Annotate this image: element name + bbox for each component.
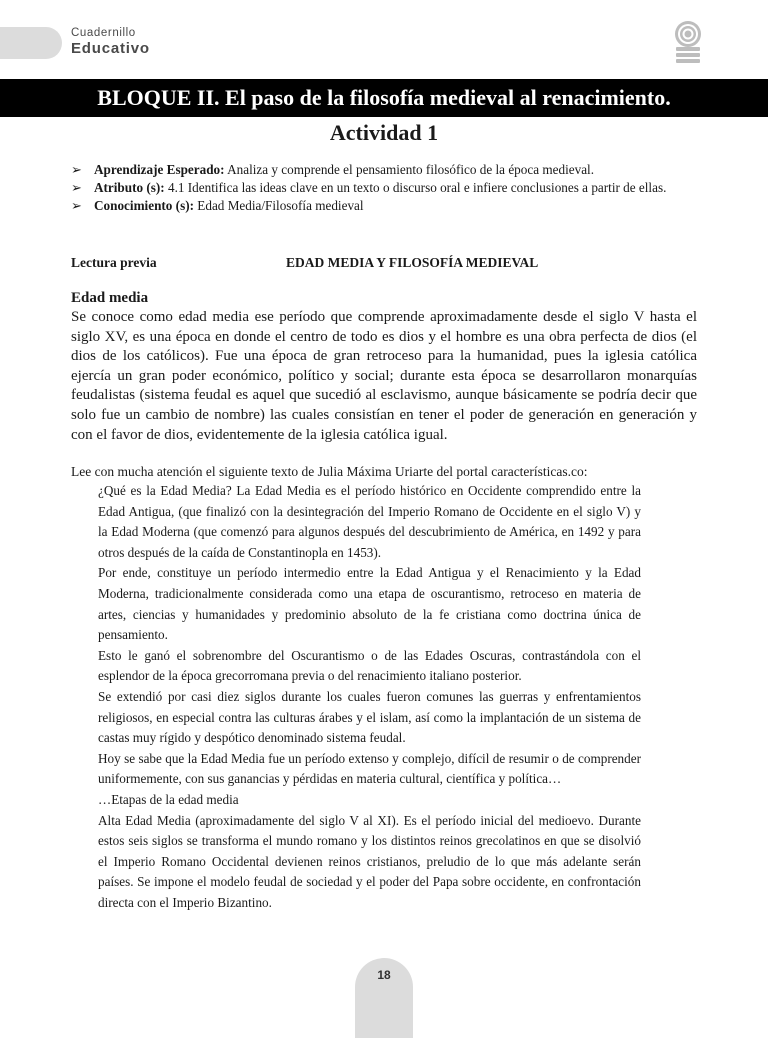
reading-header [71, 255, 701, 273]
brand-logo-text [71, 27, 150, 58]
objective-item [71, 197, 701, 215]
block-title: BLOQUE II. El paso de la filosofía medieval al renacimiento. [97, 85, 671, 110]
objective-text: Edad Media/Filosofía medieval [194, 198, 364, 213]
quote-paragraph: Esto le ganó el sobrenombre del Oscurantismo o de las Edades Oscuras, contrastándola con el esplendor de la época grecorromana previa o del renacimiento italiano posterior. [98, 647, 641, 684]
quote-paragraph: Por ende, constituye un período intermedio entre la Edad Antigua y el Renacimiento y la Edad Moderna, tradicionalmente considerada como una etapa de oscurantismo, retroceso en materia de artes, ciencias y humanidades y predominio absoluto de la fe cristiana como doctrina única de pensamiento. [98, 565, 641, 643]
reading-label: Lectura previa [71, 255, 157, 270]
objective-text: Analiza y comprende el pensamiento filosófico de la época medieval. [224, 162, 595, 177]
brand-line-1: Cuadernillo [71, 27, 136, 39]
objective-item [71, 161, 701, 179]
objective-item [71, 179, 701, 197]
section-title: Edad media [71, 290, 149, 306]
arrow-bullet-icon: ➢ [71, 198, 83, 213]
objective-label: Atributo (s): [94, 180, 165, 195]
objective-text: 4.1 Identifica las ideas clave en un texto o discurso oral e infiere conclusiones a partir de ellas. [164, 180, 667, 195]
spiral-book-icon [673, 20, 703, 64]
quote-paragraph: Alta Edad Media (aproximadamente del siglo V al XI). Es el período inicial del medioevo. Durante estos seis siglos se transforma el mundo romano y los distintos reinos grecolatinos en que se disolvió el Imperio Romano Occidental devienen reinos cristianos, preludio de lo que más adelante serán países. Se impone el modelo feudal de sociedad y el poder del Papa sobre occidente, en confrontación directa con el Imperio Bizantino. [98, 812, 641, 910]
quote-paragraph: …Etapas de la edad media [98, 791, 239, 807]
quoted-text [98, 481, 641, 913]
activity-title: Actividad 1 [329, 120, 439, 145]
reading-instruction: Lee con mucha atención el siguiente texto de Julia Máxima Uriarte del portal características.co: [71, 464, 588, 479]
reading-title: EDAD MEDIA Y FILOSOFÍA MEDIEVAL [286, 255, 539, 270]
intro-paragraph: Se conoce como edad media ese período que comprende aproximadamente desde el siglo V hasta el siglo XV, es una época en donde el centro de todo es dios y el hombre es una obra perfecta de dios (el dios de los católicos). Fue una época de gran retroceso para la humanidad, pues la iglesia católica ejercía un gran poder económico, político y social; durante esta época se desarrollaron monarquías feudalistas (sistema feudal es aquel que sucedió al esclavismo, aunque básicamente se podría decir que solo fue un cambio de nombre) las cuales consistían en tener el poder de generación en generación y con el favor de dios, evidentemente de la iglesia católica igual. [71, 309, 697, 443]
arrow-bullet-icon: ➢ [71, 180, 83, 195]
block-title-bar [0, 79, 768, 117]
brand-line-2: Educativo [71, 40, 150, 57]
objective-label: Conocimiento (s): [94, 198, 194, 213]
arrow-bullet-icon: ➢ [71, 162, 83, 177]
quote-paragraph: Se extendió por casi diez siglos durante los cuales fueron comunes las guerras y enfrentamientos religiosos, en especial contra las culturas árabes y el islam, así como la implantación de un sistema de castas muy rígido y despótico denominado sistema feudal. [98, 688, 641, 746]
page-number-tab [355, 958, 413, 1038]
header-tab-decoration [0, 27, 62, 59]
quote-paragraph: ¿Qué es la Edad Media? La Edad Media es el período histórico en Occidente comprendido entre la Edad Antigua, (que finalizó con la desintegración del Imperio Romano de Occidente en el siglo V) y la Edad Moderna (que comenzó para algunos después del descubrimiento de América, en 1492 y para otros después de la caída de Constantinopla en 1453). [98, 483, 641, 560]
objectives-list [71, 161, 701, 215]
objective-label: Aprendizaje Esperado: [94, 162, 225, 177]
page-number: 18 [377, 968, 391, 982]
quote-paragraph: Hoy se sabe que la Edad Media fue un período extenso y complejo, difícil de resumir o de comprender uniformemente, con sus ganancias y pérdidas en materia cultural, científica y política… [98, 750, 641, 787]
